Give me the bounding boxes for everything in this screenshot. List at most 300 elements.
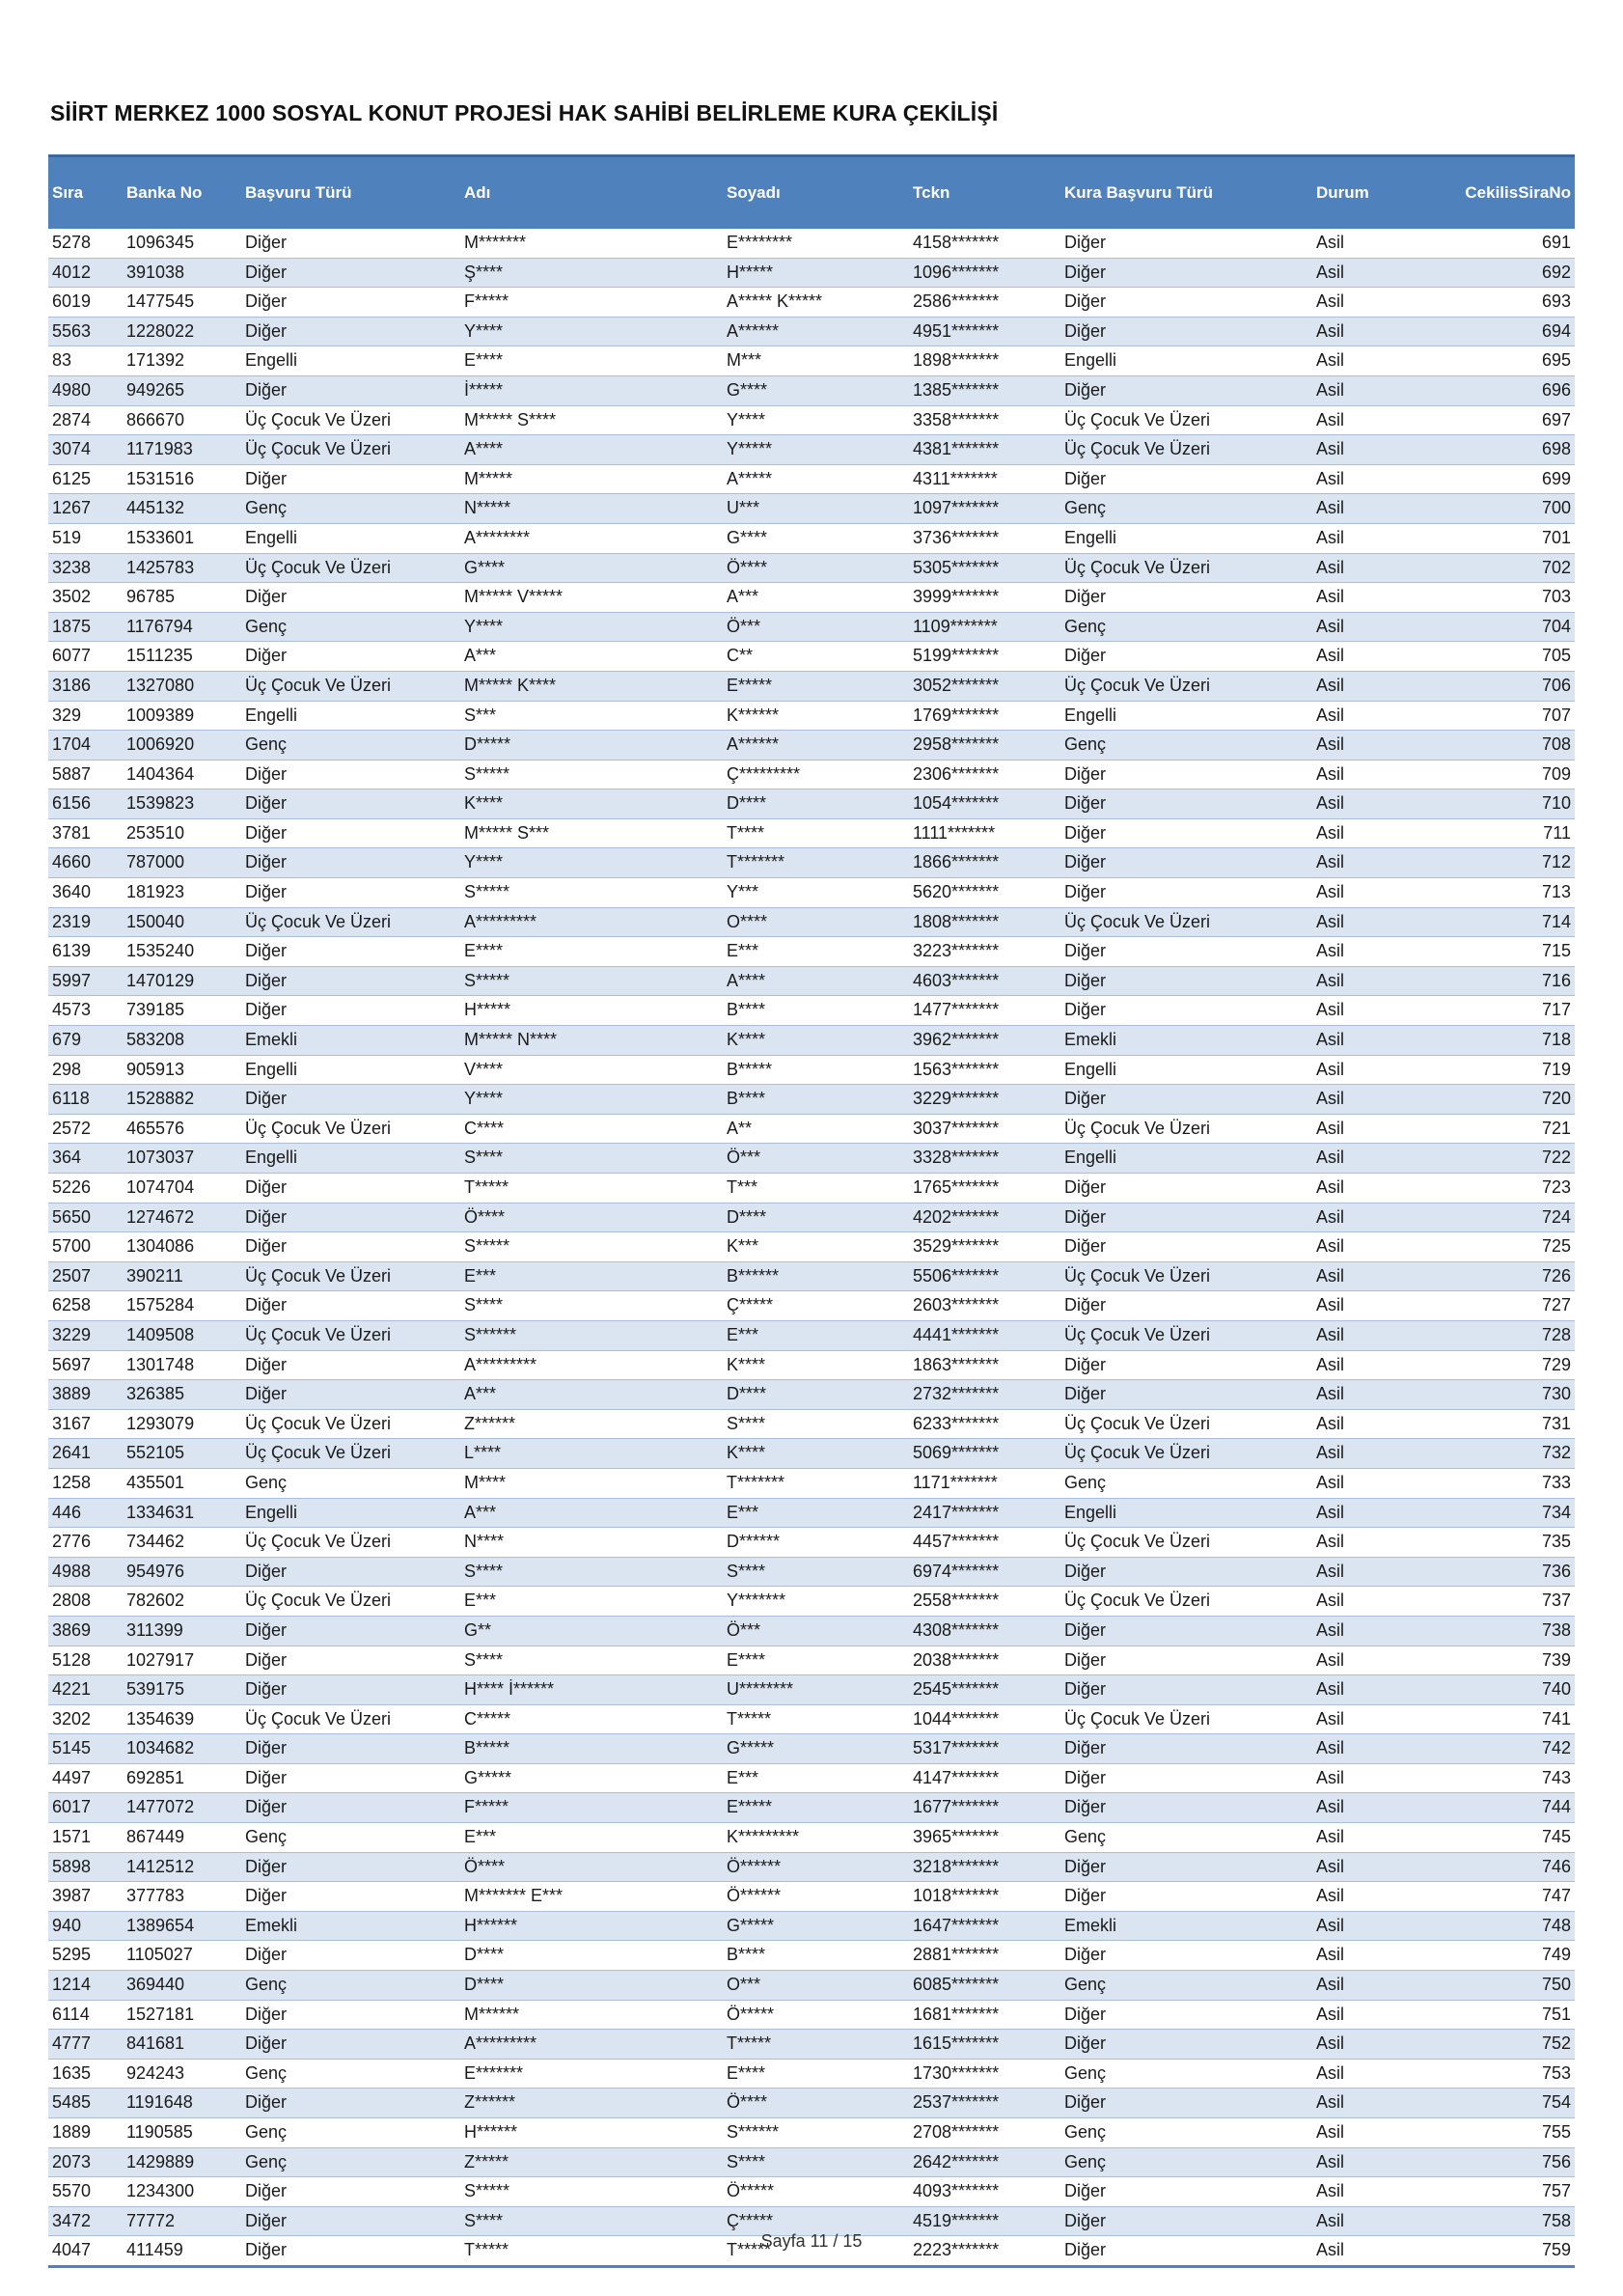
cell-adi: Y**** — [460, 848, 723, 878]
cell-sira: 2874 — [48, 405, 123, 435]
cell-adi: M****** — [460, 2000, 723, 2030]
cell-sira: 679 — [48, 1026, 123, 1056]
table-row — [48, 1085, 1575, 1115]
cell-durum: Asil — [1312, 1557, 1397, 1587]
cell-adi: H***** — [460, 996, 723, 1026]
cell-sira: 4980 — [48, 375, 123, 405]
cell-cekilis-sira-no: 697 — [1397, 405, 1575, 435]
cell-kura-basvuru-turu: Engelli — [1060, 1498, 1312, 1528]
cell-tckn: 1054******* — [909, 789, 1060, 819]
cell-cekilis-sira-no: 733 — [1397, 1468, 1575, 1498]
cell-sira: 5898 — [48, 1852, 123, 1882]
cell-basvuru-turu: Engelli — [241, 1055, 460, 1085]
cell-kura-basvuru-turu: Genç — [1060, 494, 1312, 524]
cell-kura-basvuru-turu: Diğer — [1060, 2030, 1312, 2060]
cell-basvuru-turu: Üç Çocuk Ve Üzeri — [241, 553, 460, 583]
cell-sira: 5145 — [48, 1734, 123, 1764]
table-row — [48, 346, 1575, 376]
cell-basvuru-turu: Üç Çocuk Ve Üzeri — [241, 1704, 460, 1734]
table-row — [48, 2147, 1575, 2177]
cell-sira: 3889 — [48, 1380, 123, 1410]
cell-tckn: 3223******* — [909, 937, 1060, 967]
cell-durum: Asil — [1312, 996, 1397, 1026]
cell-banka-no: 1301748 — [123, 1350, 241, 1380]
cell-banka-no: 782602 — [123, 1587, 241, 1617]
cell-durum: Asil — [1312, 317, 1397, 346]
cell-kura-basvuru-turu: Diğer — [1060, 1203, 1312, 1232]
cell-cekilis-sira-no: 726 — [1397, 1261, 1575, 1291]
cell-kura-basvuru-turu: Diğer — [1060, 229, 1312, 258]
cell-basvuru-turu: Diğer — [241, 2177, 460, 2207]
table-row — [48, 1823, 1575, 1853]
cell-soyadi: D****** — [723, 1528, 909, 1558]
cell-kura-basvuru-turu: Diğer — [1060, 2206, 1312, 2236]
cell-kura-basvuru-turu: Üç Çocuk Ve Üzeri — [1060, 671, 1312, 701]
col-header-durum: Durum — [1312, 156, 1397, 230]
cell-adi: S**** — [460, 1144, 723, 1174]
cell-sira: 5278 — [48, 229, 123, 258]
cell-banka-no: 377783 — [123, 1882, 241, 1912]
cell-soyadi: T******* — [723, 848, 909, 878]
cell-sira: 3229 — [48, 1320, 123, 1350]
col-header-basvuru-turu: Başvuru Türü — [241, 156, 460, 230]
cell-kura-basvuru-turu: Üç Çocuk Ve Üzeri — [1060, 907, 1312, 937]
cell-basvuru-turu: Diğer — [241, 937, 460, 967]
cell-kura-basvuru-turu: Genç — [1060, 2118, 1312, 2148]
cell-durum: Asil — [1312, 346, 1397, 376]
cell-cekilis-sira-no: 744 — [1397, 1793, 1575, 1823]
cell-adi: Y**** — [460, 1085, 723, 1115]
cell-tckn: 5069******* — [909, 1439, 1060, 1469]
cell-tckn: 2881******* — [909, 1941, 1060, 1971]
cell-kura-basvuru-turu: Üç Çocuk Ve Üzeri — [1060, 553, 1312, 583]
cell-sira: 1267 — [48, 494, 123, 524]
cell-basvuru-turu: Diğer — [241, 2000, 460, 2030]
cell-basvuru-turu: Diğer — [241, 878, 460, 908]
cell-sira: 519 — [48, 523, 123, 553]
cell-kura-basvuru-turu: Diğer — [1060, 1852, 1312, 1882]
cell-banka-no: 787000 — [123, 848, 241, 878]
cell-adi: C***** — [460, 1704, 723, 1734]
cell-tckn: 1111******* — [909, 818, 1060, 848]
cell-kura-basvuru-turu: Üç Çocuk Ve Üzeri — [1060, 1528, 1312, 1558]
table-row — [48, 1971, 1575, 2001]
cell-basvuru-turu: Diğer — [241, 760, 460, 789]
cell-banka-no: 150040 — [123, 907, 241, 937]
cell-banka-no: 391038 — [123, 258, 241, 288]
cell-kura-basvuru-turu: Genç — [1060, 2147, 1312, 2177]
cell-banka-no: 390211 — [123, 1261, 241, 1291]
cell-banka-no: 311399 — [123, 1616, 241, 1646]
cell-tckn: 5305******* — [909, 553, 1060, 583]
cell-kura-basvuru-turu: Diğer — [1060, 760, 1312, 789]
cell-basvuru-turu: Diğer — [241, 818, 460, 848]
cell-cekilis-sira-no: 703 — [1397, 583, 1575, 613]
col-header-banka-no: Banka No — [123, 156, 241, 230]
cell-basvuru-turu: Genç — [241, 612, 460, 642]
cell-durum: Asil — [1312, 818, 1397, 848]
cell-kura-basvuru-turu: Engelli — [1060, 523, 1312, 553]
cell-cekilis-sira-no: 721 — [1397, 1114, 1575, 1144]
cell-tckn: 2558******* — [909, 1587, 1060, 1617]
table-row — [48, 1380, 1575, 1410]
cell-basvuru-turu: Diğer — [241, 1616, 460, 1646]
cell-banka-no: 1535240 — [123, 937, 241, 967]
cell-sira: 2073 — [48, 2147, 123, 2177]
cell-durum: Asil — [1312, 258, 1397, 288]
cell-sira: 940 — [48, 1911, 123, 1941]
cell-cekilis-sira-no: 740 — [1397, 1675, 1575, 1705]
cell-kura-basvuru-turu: Diğer — [1060, 258, 1312, 288]
cell-cekilis-sira-no: 735 — [1397, 1528, 1575, 1558]
cell-sira: 4497 — [48, 1763, 123, 1793]
cell-sira: 6019 — [48, 288, 123, 318]
cell-banka-no: 1034682 — [123, 1734, 241, 1764]
table-row — [48, 642, 1575, 672]
cell-tckn: 3229******* — [909, 1085, 1060, 1115]
cell-cekilis-sira-no: 724 — [1397, 1203, 1575, 1232]
cell-cekilis-sira-no: 742 — [1397, 1734, 1575, 1764]
cell-tckn: 1171******* — [909, 1468, 1060, 1498]
cell-tckn: 1018******* — [909, 1882, 1060, 1912]
table-row — [48, 612, 1575, 642]
cell-sira: 2319 — [48, 907, 123, 937]
cell-kura-basvuru-turu: Engelli — [1060, 1144, 1312, 1174]
table-row — [48, 1320, 1575, 1350]
cell-basvuru-turu: Genç — [241, 731, 460, 761]
table-row — [48, 789, 1575, 819]
cell-durum: Asil — [1312, 464, 1397, 494]
cell-sira: 4660 — [48, 848, 123, 878]
table-row — [48, 435, 1575, 465]
cell-sira: 6258 — [48, 1291, 123, 1321]
cell-kura-basvuru-turu: Diğer — [1060, 1734, 1312, 1764]
cell-tckn: 5317******* — [909, 1734, 1060, 1764]
cell-tckn: 1898******* — [909, 346, 1060, 376]
cell-banka-no: 1389654 — [123, 1911, 241, 1941]
cell-durum: Asil — [1312, 1941, 1397, 1971]
cell-durum: Asil — [1312, 583, 1397, 613]
cell-cekilis-sira-no: 711 — [1397, 818, 1575, 848]
table-row — [48, 1261, 1575, 1291]
cell-sira: 4012 — [48, 258, 123, 288]
cell-basvuru-turu: Diğer — [241, 2236, 460, 2267]
cell-cekilis-sira-no: 727 — [1397, 1291, 1575, 1321]
cell-adi: M******* — [460, 229, 723, 258]
cell-durum: Asil — [1312, 1144, 1397, 1174]
cell-sira: 5700 — [48, 1232, 123, 1262]
table-row — [48, 1734, 1575, 1764]
cell-basvuru-turu: Diğer — [241, 1941, 460, 1971]
cell-cekilis-sira-no: 746 — [1397, 1852, 1575, 1882]
table-row — [48, 1882, 1575, 1912]
cell-soyadi: T******* — [723, 1468, 909, 1498]
cell-sira: 5226 — [48, 1174, 123, 1203]
cell-adi: S***** — [460, 878, 723, 908]
cell-tckn: 3037******* — [909, 1114, 1060, 1144]
cell-durum: Asil — [1312, 1232, 1397, 1262]
results-table — [48, 154, 1575, 2268]
cell-banka-no: 1539823 — [123, 789, 241, 819]
cell-tckn: 1097******* — [909, 494, 1060, 524]
cell-kura-basvuru-turu: Diğer — [1060, 966, 1312, 996]
cell-sira: 1704 — [48, 731, 123, 761]
cell-tckn: 3529******* — [909, 1232, 1060, 1262]
cell-tckn: 2708******* — [909, 2118, 1060, 2148]
cell-kura-basvuru-turu: Diğer — [1060, 2089, 1312, 2118]
cell-adi: T***** — [460, 1174, 723, 1203]
cell-sira: 3781 — [48, 818, 123, 848]
cell-banka-no: 465576 — [123, 1114, 241, 1144]
cell-durum: Asil — [1312, 2059, 1397, 2089]
cell-banka-no: 1190585 — [123, 2118, 241, 2148]
cell-adi: F***** — [460, 288, 723, 318]
cell-durum: Asil — [1312, 642, 1397, 672]
cell-kura-basvuru-turu: Genç — [1060, 1468, 1312, 1498]
cell-tckn: 4308******* — [909, 1616, 1060, 1646]
cell-sira: 6017 — [48, 1793, 123, 1823]
cell-tckn: 2586******* — [909, 288, 1060, 318]
cell-sira: 5570 — [48, 2177, 123, 2207]
cell-soyadi: Y*** — [723, 878, 909, 908]
cell-basvuru-turu: Diğer — [241, 2030, 460, 2060]
cell-basvuru-turu: Üç Çocuk Ve Üzeri — [241, 671, 460, 701]
cell-sira: 1875 — [48, 612, 123, 642]
cell-durum: Asil — [1312, 1174, 1397, 1203]
cell-kura-basvuru-turu: Diğer — [1060, 2000, 1312, 2030]
cell-durum: Asil — [1312, 701, 1397, 731]
cell-kura-basvuru-turu: Diğer — [1060, 1941, 1312, 1971]
table-row — [48, 2118, 1575, 2148]
cell-banka-no: 1006920 — [123, 731, 241, 761]
table-row — [48, 258, 1575, 288]
cell-soyadi: E**** — [723, 1646, 909, 1675]
table-row — [48, 2059, 1575, 2089]
cell-tckn: 1096******* — [909, 258, 1060, 288]
cell-tckn: 2038******* — [909, 1646, 1060, 1675]
cell-durum: Asil — [1312, 878, 1397, 908]
cell-tckn: 1477******* — [909, 996, 1060, 1026]
cell-cekilis-sira-no: 719 — [1397, 1055, 1575, 1085]
cell-cekilis-sira-no: 704 — [1397, 612, 1575, 642]
cell-kura-basvuru-turu: Emekli — [1060, 1911, 1312, 1941]
cell-durum: Asil — [1312, 1528, 1397, 1558]
cell-banka-no: 905913 — [123, 1055, 241, 1085]
cell-kura-basvuru-turu: Diğer — [1060, 1232, 1312, 1262]
cell-basvuru-turu: Emekli — [241, 1911, 460, 1941]
cell-sira: 4988 — [48, 1557, 123, 1587]
cell-adi: H**** İ****** — [460, 1675, 723, 1705]
cell-sira: 1214 — [48, 1971, 123, 2001]
cell-durum: Asil — [1312, 731, 1397, 761]
cell-sira: 3202 — [48, 1704, 123, 1734]
page-title: SİİRT MERKEZ 1000 SOSYAL KONUT PROJESİ HAK SAHİBİ BELİRLEME KURA ÇEKİLİŞİ — [50, 100, 999, 125]
cell-durum: Asil — [1312, 1026, 1397, 1056]
cell-basvuru-turu: Üç Çocuk Ve Üzeri — [241, 435, 460, 465]
cell-basvuru-turu: Diğer — [241, 1085, 460, 1115]
cell-cekilis-sira-no: 734 — [1397, 1498, 1575, 1528]
cell-basvuru-turu: Diğer — [241, 375, 460, 405]
cell-adi: M******* E*** — [460, 1882, 723, 1912]
cell-cekilis-sira-no: 718 — [1397, 1026, 1575, 1056]
cell-sira: 6139 — [48, 937, 123, 967]
cell-kura-basvuru-turu: Üç Çocuk Ve Üzeri — [1060, 435, 1312, 465]
cell-basvuru-turu: Engelli — [241, 1144, 460, 1174]
cell-durum: Asil — [1312, 2089, 1397, 2118]
cell-sira: 4573 — [48, 996, 123, 1026]
cell-basvuru-turu: Üç Çocuk Ve Üzeri — [241, 1114, 460, 1144]
cell-tckn: 2603******* — [909, 1291, 1060, 1321]
cell-adi: S**** — [460, 1557, 723, 1587]
cell-banka-no: 1527181 — [123, 2000, 241, 2030]
table-row — [48, 818, 1575, 848]
cell-sira: 5997 — [48, 966, 123, 996]
cell-durum: Asil — [1312, 1468, 1397, 1498]
table-row — [48, 2177, 1575, 2207]
cell-soyadi: G***** — [723, 1734, 909, 1764]
cell-banka-no: 181923 — [123, 878, 241, 908]
cell-adi: Y**** — [460, 612, 723, 642]
cell-sira: 446 — [48, 1498, 123, 1528]
cell-basvuru-turu: Genç — [241, 1823, 460, 1853]
cell-kura-basvuru-turu: Diğer — [1060, 1616, 1312, 1646]
cell-durum: Asil — [1312, 2030, 1397, 2060]
cell-soyadi: Y******* — [723, 1587, 909, 1617]
cell-tckn: 1730******* — [909, 2059, 1060, 2089]
cell-tckn: 4951******* — [909, 317, 1060, 346]
cell-basvuru-turu: Diğer — [241, 317, 460, 346]
cell-sira: 3987 — [48, 1882, 123, 1912]
cell-soyadi: O*** — [723, 1971, 909, 2001]
cell-soyadi: B***** — [723, 1055, 909, 1085]
cell-cekilis-sira-no: 738 — [1397, 1616, 1575, 1646]
cell-adi: İ***** — [460, 375, 723, 405]
cell-banka-no: 1105027 — [123, 1941, 241, 1971]
cell-durum: Asil — [1312, 1823, 1397, 1853]
cell-kura-basvuru-turu: Diğer — [1060, 1085, 1312, 1115]
cell-cekilis-sira-no: 758 — [1397, 2206, 1575, 2236]
table-row — [48, 405, 1575, 435]
cell-kura-basvuru-turu: Üç Çocuk Ve Üzeri — [1060, 1409, 1312, 1439]
cell-adi: V**** — [460, 1055, 723, 1085]
cell-durum: Asil — [1312, 1350, 1397, 1380]
table-row — [48, 2089, 1575, 2118]
table-row — [48, 1114, 1575, 1144]
cell-kura-basvuru-turu: Genç — [1060, 1971, 1312, 2001]
cell-cekilis-sira-no: 756 — [1397, 2147, 1575, 2177]
cell-sira: 3186 — [48, 671, 123, 701]
table-row — [48, 760, 1575, 789]
cell-soyadi: E*** — [723, 1763, 909, 1793]
cell-banka-no: 326385 — [123, 1380, 241, 1410]
cell-sira: 3640 — [48, 878, 123, 908]
cell-tckn: 3999******* — [909, 583, 1060, 613]
cell-banka-no: 1096345 — [123, 229, 241, 258]
cell-adi: S***** — [460, 760, 723, 789]
cell-tckn: 3052******* — [909, 671, 1060, 701]
cell-soyadi: C** — [723, 642, 909, 672]
cell-durum: Asil — [1312, 1704, 1397, 1734]
cell-soyadi: E***** — [723, 671, 909, 701]
cell-kura-basvuru-turu: Diğer — [1060, 1174, 1312, 1203]
cell-cekilis-sira-no: 712 — [1397, 848, 1575, 878]
cell-soyadi: B**** — [723, 996, 909, 1026]
table-row — [48, 671, 1575, 701]
cell-soyadi: S**** — [723, 2147, 909, 2177]
cell-cekilis-sira-no: 743 — [1397, 1763, 1575, 1793]
cell-basvuru-turu: Üç Çocuk Ve Üzeri — [241, 1587, 460, 1617]
cell-soyadi: O**** — [723, 907, 909, 937]
cell-soyadi: Ö*** — [723, 612, 909, 642]
cell-adi: E**** — [460, 346, 723, 376]
cell-sira: 5295 — [48, 1941, 123, 1971]
cell-cekilis-sira-no: 752 — [1397, 2030, 1575, 2060]
cell-soyadi: E******** — [723, 229, 909, 258]
cell-soyadi: Ö***** — [723, 2177, 909, 2207]
cell-sira: 2808 — [48, 1587, 123, 1617]
cell-banka-no: 1412512 — [123, 1852, 241, 1882]
cell-basvuru-turu: Diğer — [241, 1203, 460, 1232]
table-row — [48, 375, 1575, 405]
cell-basvuru-turu: Diğer — [241, 464, 460, 494]
cell-cekilis-sira-no: 692 — [1397, 258, 1575, 288]
cell-durum: Asil — [1312, 1763, 1397, 1793]
cell-tckn: 2306******* — [909, 760, 1060, 789]
cell-cekilis-sira-no: 700 — [1397, 494, 1575, 524]
cell-adi: M***** K**** — [460, 671, 723, 701]
cell-soyadi: A**** — [723, 966, 909, 996]
cell-adi: Ö**** — [460, 1203, 723, 1232]
cell-adi: N**** — [460, 1528, 723, 1558]
cell-kura-basvuru-turu: Üç Çocuk Ve Üzeri — [1060, 1587, 1312, 1617]
cell-kura-basvuru-turu: Diğer — [1060, 789, 1312, 819]
cell-durum: Asil — [1312, 1380, 1397, 1410]
cell-durum: Asil — [1312, 848, 1397, 878]
cell-basvuru-turu: Genç — [241, 494, 460, 524]
cell-soyadi: D**** — [723, 1203, 909, 1232]
cell-durum: Asil — [1312, 435, 1397, 465]
cell-kura-basvuru-turu: Diğer — [1060, 1763, 1312, 1793]
cell-tckn: 2537******* — [909, 2089, 1060, 2118]
cell-cekilis-sira-no: 755 — [1397, 2118, 1575, 2148]
cell-tckn: 3218******* — [909, 1852, 1060, 1882]
cell-kura-basvuru-turu: Diğer — [1060, 317, 1312, 346]
cell-sira: 5650 — [48, 1203, 123, 1232]
cell-basvuru-turu: Diğer — [241, 1852, 460, 1882]
cell-soyadi: A****** — [723, 317, 909, 346]
cell-kura-basvuru-turu: Diğer — [1060, 937, 1312, 967]
cell-tckn: 2223******* — [909, 2236, 1060, 2267]
cell-adi: S**** — [460, 1291, 723, 1321]
cell-soyadi: E*** — [723, 1320, 909, 1350]
cell-soyadi: S****** — [723, 2118, 909, 2148]
cell-adi: S**** — [460, 1646, 723, 1675]
table-row — [48, 966, 1575, 996]
cell-sira: 329 — [48, 701, 123, 731]
cell-soyadi: T***** — [723, 2236, 909, 2267]
cell-tckn: 1615******* — [909, 2030, 1060, 2060]
cell-tckn: 4457******* — [909, 1528, 1060, 1558]
cell-sira: 5697 — [48, 1350, 123, 1380]
page-number: Sayfa 11 / 15 — [760, 2231, 863, 2251]
cell-soyadi: K********* — [723, 1823, 909, 1853]
cell-banka-no: 734462 — [123, 1528, 241, 1558]
cell-kura-basvuru-turu: Üç Çocuk Ve Üzeri — [1060, 1320, 1312, 1350]
cell-durum: Asil — [1312, 229, 1397, 258]
cell-adi: A******** — [460, 523, 723, 553]
cell-adi: A*** — [460, 642, 723, 672]
cell-sira: 5128 — [48, 1646, 123, 1675]
